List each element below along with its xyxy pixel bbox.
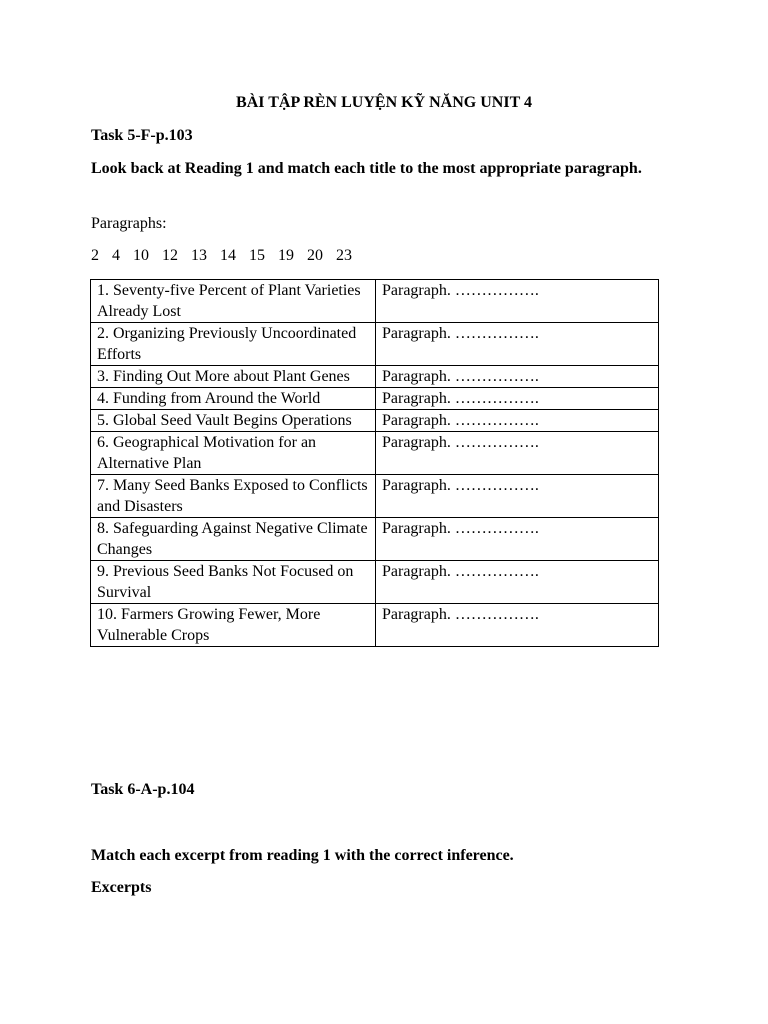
- title-cell: 6. Geographical Motivation for an Alternative Plan: [91, 432, 376, 475]
- table-row: [91, 604, 659, 647]
- title-cell: 8. Safeguarding Against Negative Climate Changes: [91, 518, 376, 561]
- title-cell: 4. Funding from Around the World: [91, 388, 376, 410]
- table-row: [91, 323, 659, 366]
- task5-instruction: Look back at Reading 1 and match each title to the most appropriate paragraph.: [91, 160, 642, 177]
- answer-blank-cell: Paragraph. …………….: [376, 432, 659, 475]
- task5-heading: Task 5-F-p.103: [91, 127, 193, 144]
- paragraph-number: 10: [133, 247, 149, 264]
- title-cell: 7. Many Seed Banks Exposed to Conflicts and Disasters: [91, 475, 376, 518]
- answer-blank-cell: Paragraph. …………….: [376, 604, 659, 647]
- excerpts-label: Excerpts: [91, 879, 152, 896]
- table-row: [91, 280, 659, 323]
- matching-table: [90, 279, 659, 647]
- answer-blank-cell: Paragraph. …………….: [376, 280, 659, 323]
- table-row: [91, 518, 659, 561]
- title-cell: 9. Previous Seed Banks Not Focused on Survival: [91, 561, 376, 604]
- table-row: [91, 432, 659, 475]
- answer-blank-cell: Paragraph. …………….: [376, 410, 659, 432]
- table-row: [91, 475, 659, 518]
- paragraph-number: 23: [336, 247, 352, 264]
- title-cell: 1. Seventy-five Percent of Plant Varieties Already Lost: [91, 280, 376, 323]
- paragraph-number: 14: [220, 247, 236, 264]
- table-row: [91, 388, 659, 410]
- answer-blank-cell: Paragraph. …………….: [376, 561, 659, 604]
- paragraph-number: 2: [91, 247, 99, 264]
- title-cell: 10. Farmers Growing Fewer, More Vulnerable Crops: [91, 604, 376, 647]
- paragraph-number: 4: [112, 247, 120, 264]
- answer-blank-cell: Paragraph. …………….: [376, 366, 659, 388]
- table-row: [91, 410, 659, 432]
- task6-instruction: Match each excerpt from reading 1 with the correct inference.: [91, 847, 514, 864]
- table-row: [91, 366, 659, 388]
- paragraph-number: 13: [191, 247, 207, 264]
- title-cell: 2. Organizing Previously Uncoordinated Efforts: [91, 323, 376, 366]
- answer-blank-cell: Paragraph. …………….: [376, 388, 659, 410]
- task6-heading: Task 6-A-p.104: [91, 781, 195, 798]
- paragraph-number: 12: [162, 247, 178, 264]
- answer-blank-cell: Paragraph. …………….: [376, 323, 659, 366]
- paragraph-number-list: [91, 247, 365, 265]
- document-title: BÀI TẬP RÈN LUYỆN KỸ NĂNG UNIT 4: [236, 94, 532, 111]
- paragraph-number: 19: [278, 247, 294, 264]
- answer-blank-cell: Paragraph. …………….: [376, 475, 659, 518]
- answer-blank-cell: Paragraph. …………….: [376, 518, 659, 561]
- table-row: [91, 561, 659, 604]
- title-cell: 3. Finding Out More about Plant Genes: [91, 366, 376, 388]
- paragraphs-label: Paragraphs:: [91, 215, 167, 232]
- title-cell: 5. Global Seed Vault Begins Operations: [91, 410, 376, 432]
- paragraph-number: 15: [249, 247, 265, 264]
- paragraph-number: 20: [307, 247, 323, 264]
